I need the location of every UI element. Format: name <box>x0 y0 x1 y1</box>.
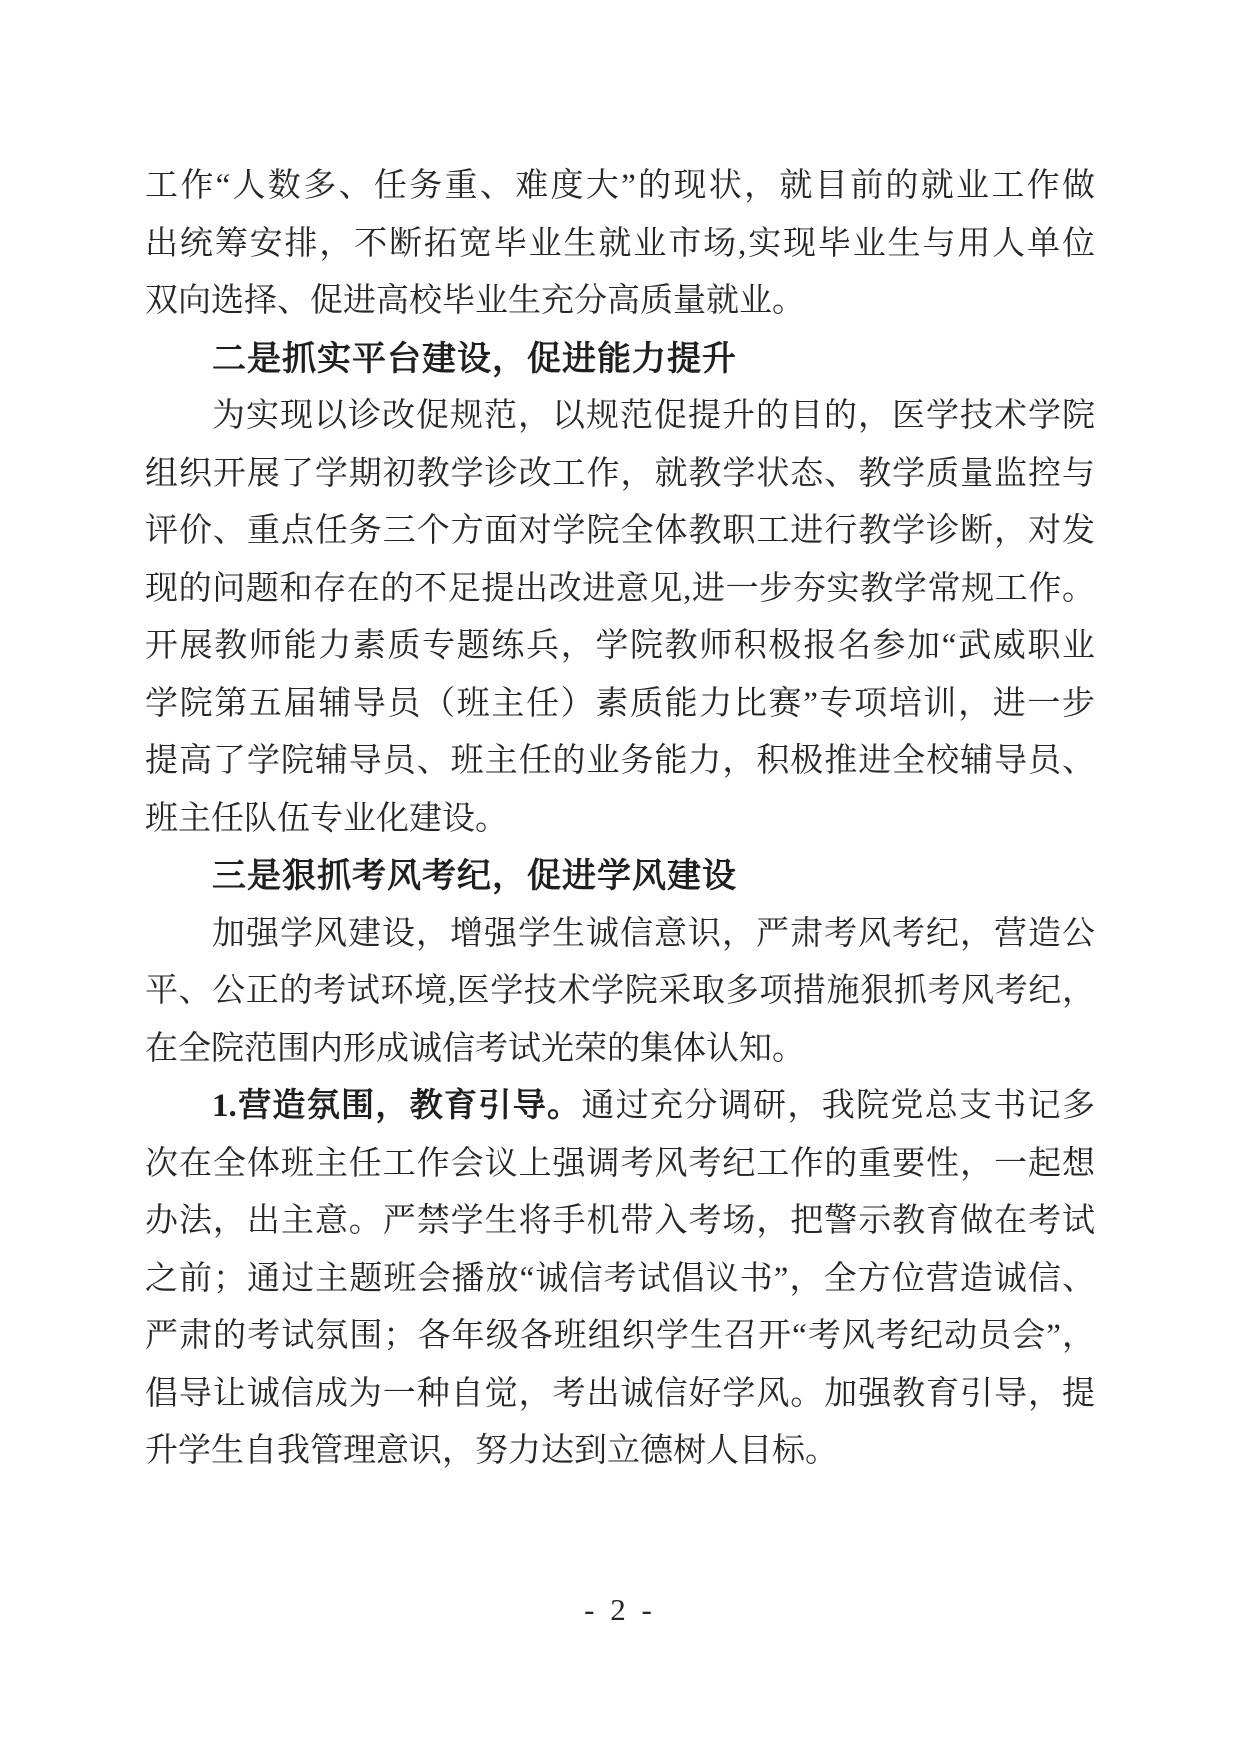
text-line: 为实现以诊改促规范，以规范促提升的目的，医学技术学院 <box>212 398 1095 434</box>
text-run: 通过充分调研，我院党总支书记多 <box>581 1088 1096 1124</box>
section-heading-exam-discipline: 三是狠抓考风考纪，促进学风建设 <box>212 857 737 895</box>
paragraph-numbered-point-lines <box>145 1136 1095 1481</box>
text-line: 加强学风建设，增强学生诚信意识，严肃考风考纪，营造公 <box>212 915 1095 952</box>
text-line: 评价、重点任务三个方面对学院全体教职工进行教学诊断，对发 <box>145 513 1095 549</box>
text-line: 班主任队伍专业化建设。 <box>145 800 508 837</box>
text-line: 现的问题和存在的不足提出改进意见,进一步夯实教学常规工作。 <box>145 570 1095 607</box>
section-heading-platform: 二是抓实平台建设，促进能力提升 <box>212 339 737 378</box>
text-line: 出统筹安排，不断拓宽毕业生就业市场,实现毕业生与用人单位 <box>145 225 1095 262</box>
text-line: 工作“人数多、任务重、难度大”的现状，就目前的就业工作做 <box>145 168 1095 204</box>
paragraph-numbered-point <box>145 1078 1095 1481</box>
paragraph-employment-continuation <box>145 158 1095 331</box>
text-line: 双向选择、促进高校毕业生充分高质量就业。 <box>145 283 805 319</box>
text-line: 次在全体班主任工作会议上强调考风考纪工作的重要性，一起想 <box>145 1145 1095 1182</box>
text-line: 提高了学院辅导员、班主任的业务能力，积极推进全校辅导员、 <box>145 743 1095 779</box>
text-line: 学院第五届辅导员（班主任）素质能力比赛”专项培训，进一步 <box>145 685 1095 722</box>
numbered-point-lead: 1.营造氛围，教育引导。 <box>212 1088 582 1124</box>
text-line: 开展教师能力素质专题练兵，学院教师积极报名参加“武威职业 <box>145 628 1095 664</box>
text-line: 之前；通过主题班会播放“诚信考试倡议书”，全方位营造诚信、 <box>145 1260 1095 1297</box>
text-line: 升学生自我管理意识，努力达到立德树人目标。 <box>145 1433 838 1469</box>
text-line: 办法，出主意。严禁学生将手机带入考场，把警示教育做在考试 <box>145 1203 1095 1239</box>
text-line: 组织开展了学期初教学诊改工作，就教学状态、教学质量监控与 <box>145 455 1095 492</box>
text-line: 严肃的考试氛围；各年级各班组织学生召开“考风考纪动员会”， <box>145 1318 1095 1354</box>
text-line: 倡导让诚信成为一种自觉，考出诚信好学风。加强教育引导，提 <box>145 1375 1095 1412</box>
text-line: 在全院范围内形成诚信考试光荣的集体认知。 <box>145 1030 805 1067</box>
paragraph-teaching-diagnosis <box>145 388 1095 848</box>
paragraph-study-style <box>145 906 1095 1079</box>
document-body <box>145 158 1095 1481</box>
page-number: - 2 - <box>584 1592 656 1627</box>
text-line: 平、公正的考试环境,医学技术学院采取多项措施狠抓考风考纪， <box>145 973 1095 1009</box>
text-line <box>145 1078 1095 1136</box>
